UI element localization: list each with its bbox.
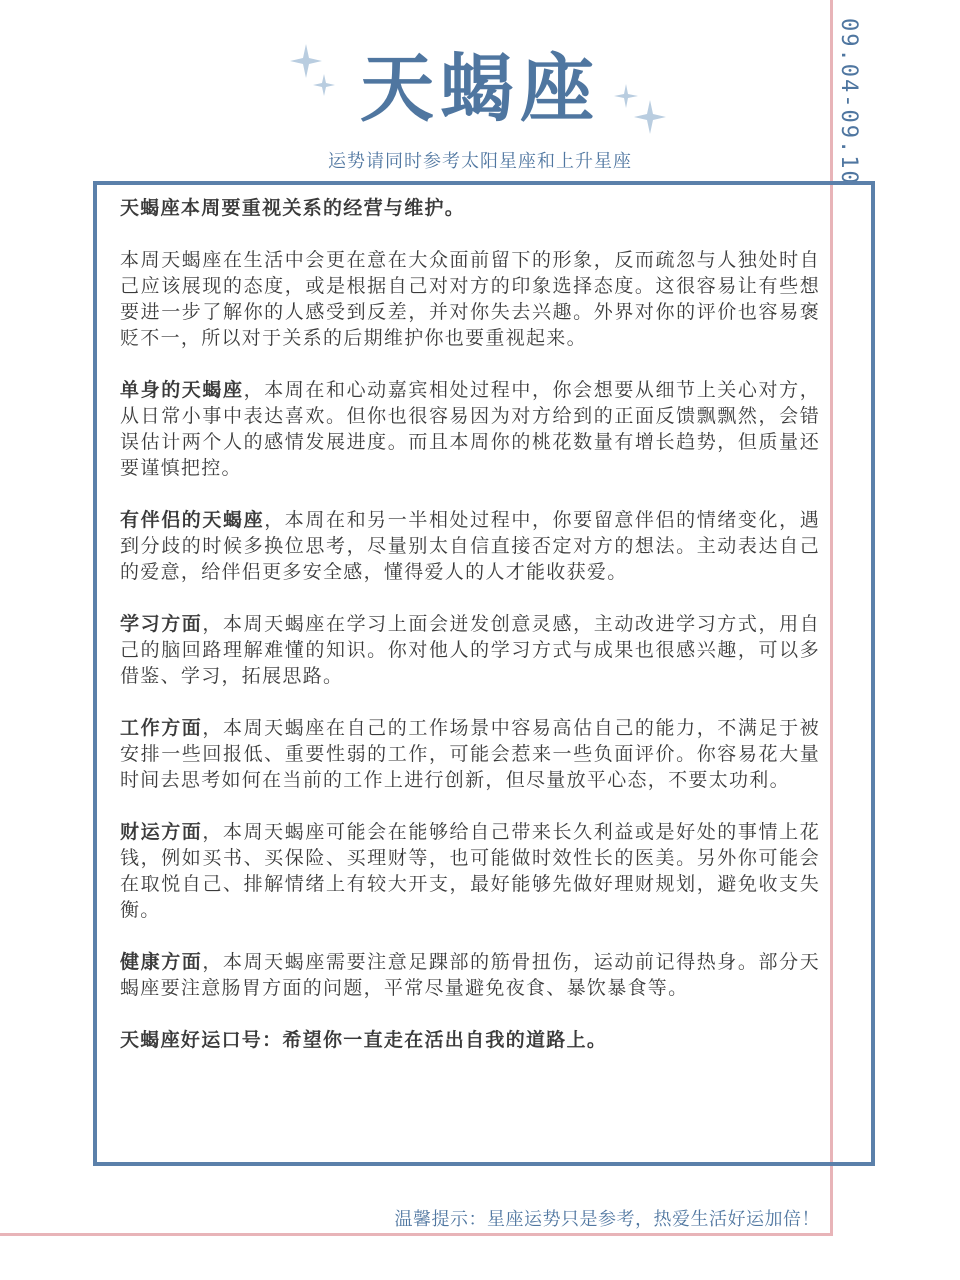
section-text: ，本周在和另一半相处过程中，你要留意伴侣的情绪变化，遇到分歧的时候多换位思考，尽量别太自信直接否定对方的想法。主动表达自己的爱意，给伴侣更多安全感，懂得爱人的人才能收获爱。 xyxy=(120,509,820,583)
intro-paragraph: 本周天蝎座在生活中会更在意在大众面前留下的形象，反而疏忽与人独处时自己应该展现的态度，或是根据自己对对方的印象选择态度。这很容易让有些想要进一步了解你的人感受到反差，并对你失去兴趣。外界对你的评价也容易褒贬不一，所以对于关系的后期维护你也要重视起来。 xyxy=(120,249,820,349)
pink-horizontal-line xyxy=(0,1233,833,1236)
section-label: 财运方面 xyxy=(120,821,203,843)
section-study xyxy=(120,611,820,689)
section-text: ，本周在和心动嘉宾相处过程中，你会想要从细节上关心对方，从日常小事中表达喜欢。但你也很容易因为对方给到的正面反馈飘飘然，会错误估计两个人的感情发展进度。而且本周你的桃花数量有增长趋势，但质量还要谨慎把控。 xyxy=(120,379,820,479)
section-text: ，本周天蝎座在自己的工作场景中容易高估自己的能力，不满足于被安排一些回报低、重要性弱的工作，可能会惹来一些负面评价。你容易花大量时间去思考如何在当前的工作上进行创新，但尽量放平心态，不要太功利。 xyxy=(120,717,820,791)
page-title: 天蝎座 xyxy=(360,46,600,132)
date-range: 09.04-09.10 xyxy=(836,18,861,186)
section-partnered xyxy=(120,507,820,585)
subtitle: 运势请同时参考太阳星座和上升星座 xyxy=(328,151,632,172)
section-text: ，本周天蝎座在学习上面会迸发创意灵感，主动改进学习方式，用自己的脑回路理解难懂的知识。你对他人的学习方式与成果也很感兴趣，可以多借鉴、学习，拓展思路。 xyxy=(120,613,820,687)
section-label: 有伴侣的天蝎座 xyxy=(120,509,265,531)
section-text: ，本周天蝎座需要注意足踝部的筋骨扭伤，运动前记得热身。部分天蝎座要注意肠胃方面的问题，平常尽量避免夜食、暴饮暴食等。 xyxy=(120,951,820,999)
section-text: ，本周天蝎座可能会在能够给自己带来长久利益或是好处的事情上花钱，例如买书、买保险、买理财等，也可能做时效性长的医美。另外你可能会在取悦自己、排解情绪上有较大开支，最好能够先做好理财规划，避免收支失衡。 xyxy=(120,821,820,921)
headline: 天蝎座本周要重视关系的经营与维护。 xyxy=(120,197,466,219)
section-label: 单身的天蝎座 xyxy=(120,379,244,401)
section-label: 工作方面 xyxy=(120,717,203,739)
content-body xyxy=(120,195,820,1079)
section-single xyxy=(120,377,820,481)
section-label: 健康方面 xyxy=(120,951,203,973)
footer-tip: 温馨提示：星座运势只是参考，热爱生活好运加倍！ xyxy=(394,1209,820,1230)
section-label: 学习方面 xyxy=(120,613,203,635)
section-work xyxy=(120,715,820,793)
section-health xyxy=(120,949,820,1001)
section-wealth xyxy=(120,819,820,923)
lucky-slogan: 天蝎座好运口号：希望你一直走在活出自我的道路上。 xyxy=(120,1029,608,1051)
